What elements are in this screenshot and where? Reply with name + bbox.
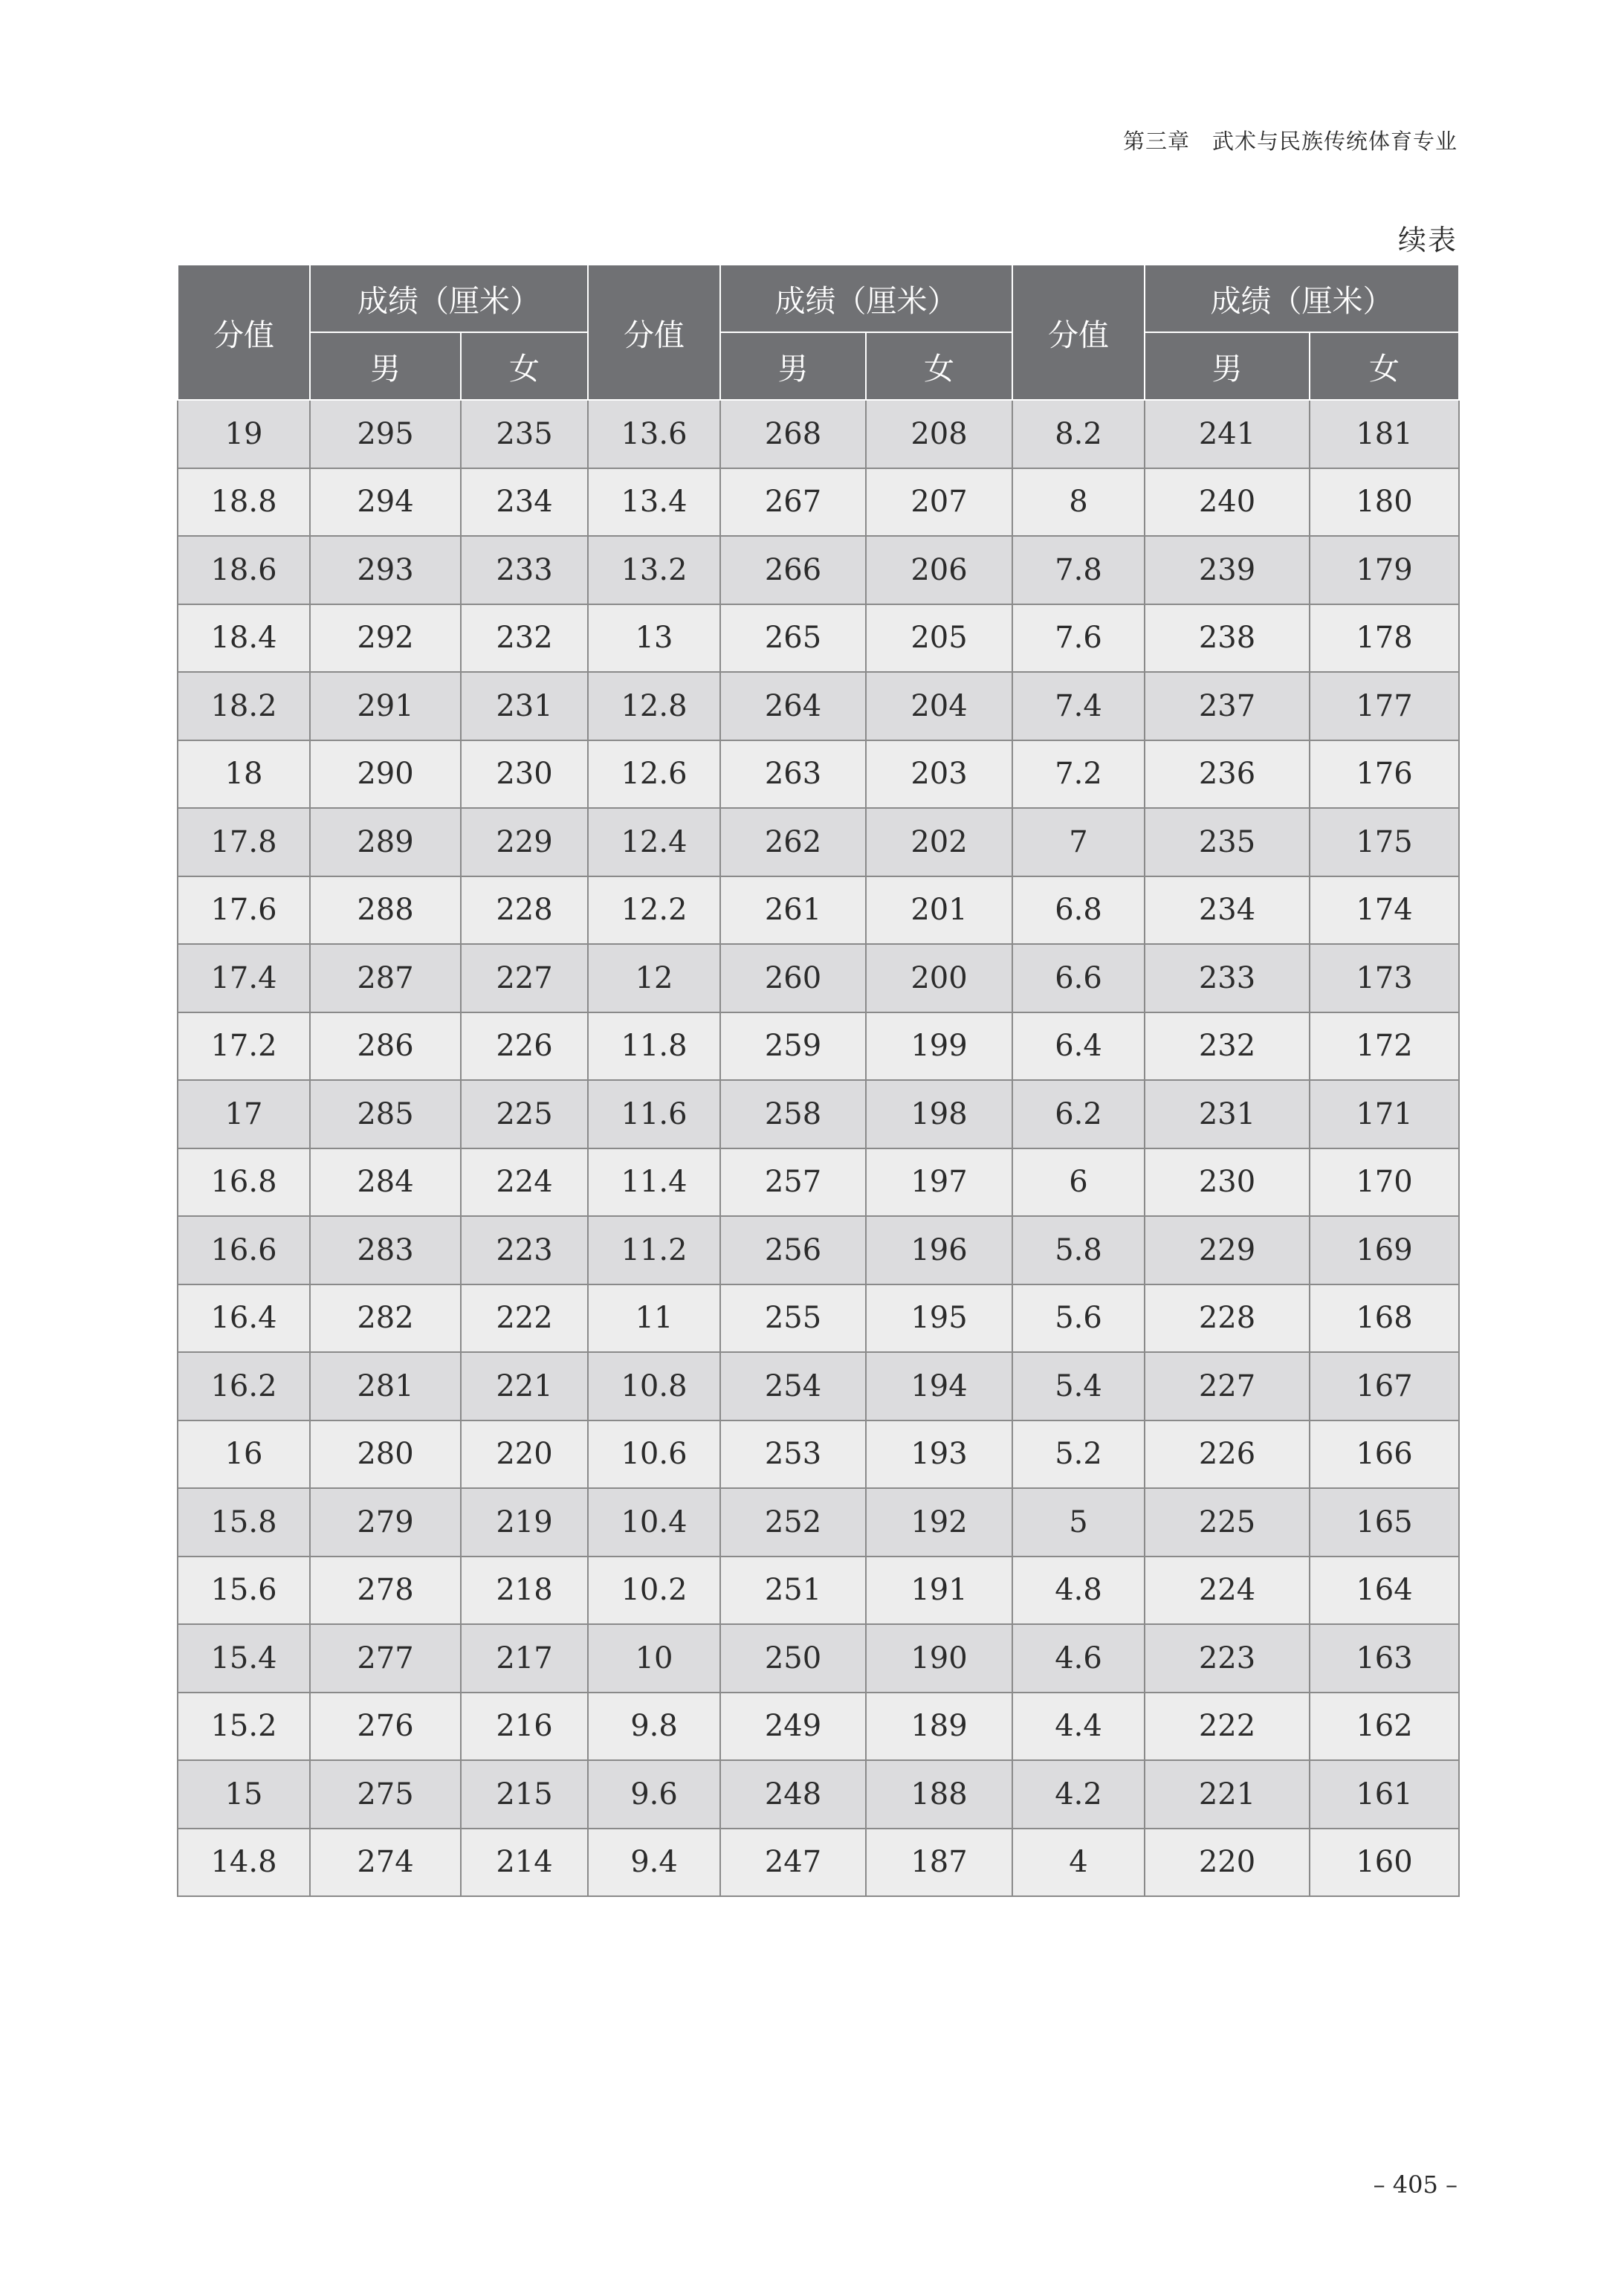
score-cell: 5.2 <box>1012 1420 1145 1489</box>
male-cell: 267 <box>720 468 866 537</box>
male-cell: 233 <box>1145 944 1310 1012</box>
male-cell: 275 <box>310 1760 461 1829</box>
male-cell: 240 <box>1145 468 1310 537</box>
score-cell: 17 <box>178 1080 310 1148</box>
result-column-header: 成绩（厘米） <box>1145 265 1459 332</box>
score-cell: 18.2 <box>178 672 310 740</box>
score-cell: 15.4 <box>178 1624 310 1693</box>
female-column-header: 女 <box>866 332 1012 400</box>
male-cell: 239 <box>1145 536 1310 604</box>
male-cell: 266 <box>720 536 866 604</box>
score-cell: 12.4 <box>588 808 720 876</box>
score-cell: 15 <box>178 1760 310 1829</box>
table-row <box>178 740 1459 809</box>
score-column-header: 分值 <box>178 265 310 400</box>
male-cell: 256 <box>720 1216 866 1284</box>
score-cell: 11.2 <box>588 1216 720 1284</box>
female-cell: 178 <box>1310 604 1459 673</box>
male-cell: 281 <box>310 1352 461 1420</box>
score-cell: 7 <box>1012 808 1145 876</box>
female-cell: 165 <box>1310 1488 1459 1557</box>
female-cell: 219 <box>461 1488 588 1557</box>
table-row <box>178 1693 1459 1761</box>
score-cell: 15.6 <box>178 1557 310 1625</box>
score-cell: 12.8 <box>588 672 720 740</box>
female-cell: 173 <box>1310 944 1459 1012</box>
table-row <box>178 1284 1459 1353</box>
score-cell: 6 <box>1012 1148 1145 1217</box>
female-cell: 223 <box>461 1216 588 1284</box>
female-cell: 229 <box>461 808 588 876</box>
table-row <box>178 876 1459 945</box>
score-cell: 18.8 <box>178 468 310 537</box>
score-cell: 9.4 <box>588 1829 720 1897</box>
score-cell: 13.6 <box>588 400 720 468</box>
male-cell: 262 <box>720 808 866 876</box>
score-column-header: 分值 <box>588 265 720 400</box>
score-cell: 11.8 <box>588 1012 720 1081</box>
female-cell: 197 <box>866 1148 1012 1217</box>
score-cell: 7.8 <box>1012 536 1145 604</box>
male-cell: 254 <box>720 1352 866 1420</box>
table-body <box>178 400 1459 1896</box>
male-cell: 280 <box>310 1420 461 1489</box>
female-cell: 222 <box>461 1284 588 1353</box>
male-cell: 234 <box>1145 876 1310 945</box>
male-cell: 252 <box>720 1488 866 1557</box>
male-cell: 268 <box>720 400 866 468</box>
score-cell: 4.6 <box>1012 1624 1145 1693</box>
score-cell: 6.6 <box>1012 944 1145 1012</box>
female-cell: 196 <box>866 1216 1012 1284</box>
male-cell: 263 <box>720 740 866 809</box>
score-cell: 17.4 <box>178 944 310 1012</box>
male-cell: 290 <box>310 740 461 809</box>
score-cell: 18.4 <box>178 604 310 673</box>
male-cell: 235 <box>1145 808 1310 876</box>
male-cell: 295 <box>310 400 461 468</box>
score-cell: 18 <box>178 740 310 809</box>
male-cell: 238 <box>1145 604 1310 673</box>
female-cell: 187 <box>866 1829 1012 1897</box>
female-cell: 235 <box>461 400 588 468</box>
female-cell: 218 <box>461 1557 588 1625</box>
male-cell: 260 <box>720 944 866 1012</box>
female-cell: 206 <box>866 536 1012 604</box>
table-row <box>178 672 1459 740</box>
male-cell: 249 <box>720 1693 866 1761</box>
female-cell: 168 <box>1310 1284 1459 1353</box>
table-row <box>178 536 1459 604</box>
female-cell: 175 <box>1310 808 1459 876</box>
male-cell: 259 <box>720 1012 866 1081</box>
male-cell: 228 <box>1145 1284 1310 1353</box>
female-cell: 193 <box>866 1420 1012 1489</box>
female-column-header: 女 <box>461 332 588 400</box>
table-row <box>178 1829 1459 1897</box>
male-cell: 237 <box>1145 672 1310 740</box>
table-row <box>178 1148 1459 1217</box>
female-cell: 234 <box>461 468 588 537</box>
table-row <box>178 1420 1459 1489</box>
table-row <box>178 808 1459 876</box>
female-cell: 192 <box>866 1488 1012 1557</box>
male-column-header: 男 <box>310 332 461 400</box>
score-cell: 16.8 <box>178 1148 310 1217</box>
table-row <box>178 400 1459 468</box>
female-cell: 232 <box>461 604 588 673</box>
score-cell: 12.2 <box>588 876 720 945</box>
female-cell: 166 <box>1310 1420 1459 1489</box>
score-cell: 11.6 <box>588 1080 720 1148</box>
male-cell: 294 <box>310 468 461 537</box>
score-cell: 5.8 <box>1012 1216 1145 1284</box>
score-cell: 12.6 <box>588 740 720 809</box>
score-cell: 18.6 <box>178 536 310 604</box>
male-cell: 255 <box>720 1284 866 1353</box>
female-cell: 217 <box>461 1624 588 1693</box>
score-cell: 6.8 <box>1012 876 1145 945</box>
female-cell: 228 <box>461 876 588 945</box>
male-cell: 284 <box>310 1148 461 1217</box>
score-cell: 7.2 <box>1012 740 1145 809</box>
score-cell: 7.6 <box>1012 604 1145 673</box>
female-cell: 198 <box>866 1080 1012 1148</box>
score-cell: 5.6 <box>1012 1284 1145 1353</box>
female-cell: 226 <box>461 1012 588 1081</box>
table-row <box>178 604 1459 673</box>
male-cell: 221 <box>1145 1760 1310 1829</box>
female-cell: 215 <box>461 1760 588 1829</box>
male-cell: 253 <box>720 1420 866 1489</box>
score-cell: 10.2 <box>588 1557 720 1625</box>
male-cell: 264 <box>720 672 866 740</box>
female-cell: 188 <box>866 1760 1012 1829</box>
score-cell: 10.4 <box>588 1488 720 1557</box>
male-cell: 231 <box>1145 1080 1310 1148</box>
score-cell: 6.4 <box>1012 1012 1145 1081</box>
score-cell: 9.6 <box>588 1760 720 1829</box>
score-cell: 7.4 <box>1012 672 1145 740</box>
female-cell: 177 <box>1310 672 1459 740</box>
male-cell: 285 <box>310 1080 461 1148</box>
score-cell: 10 <box>588 1624 720 1693</box>
female-cell: 176 <box>1310 740 1459 809</box>
male-cell: 222 <box>1145 1693 1310 1761</box>
table-row <box>178 1557 1459 1625</box>
female-cell: 162 <box>1310 1693 1459 1761</box>
score-cell: 19 <box>178 400 310 468</box>
table-row <box>178 1080 1459 1148</box>
score-cell: 8 <box>1012 468 1145 537</box>
female-cell: 163 <box>1310 1624 1459 1693</box>
female-cell: 174 <box>1310 876 1459 945</box>
female-cell: 225 <box>461 1080 588 1148</box>
female-cell: 204 <box>866 672 1012 740</box>
score-cell: 11 <box>588 1284 720 1353</box>
score-cell: 6.2 <box>1012 1080 1145 1148</box>
female-cell: 205 <box>866 604 1012 673</box>
score-cell: 15.2 <box>178 1693 310 1761</box>
female-column-header: 女 <box>1310 332 1459 400</box>
score-cell: 16.6 <box>178 1216 310 1284</box>
female-cell: 170 <box>1310 1148 1459 1217</box>
score-cell: 17.8 <box>178 808 310 876</box>
female-cell: 180 <box>1310 468 1459 537</box>
female-cell: 167 <box>1310 1352 1459 1420</box>
table-row <box>178 1216 1459 1284</box>
male-cell: 279 <box>310 1488 461 1557</box>
score-cell: 16.2 <box>178 1352 310 1420</box>
female-cell: 231 <box>461 672 588 740</box>
female-cell: 179 <box>1310 536 1459 604</box>
continued-table-label: 续表 <box>1397 224 1458 256</box>
score-cell: 12 <box>588 944 720 1012</box>
female-cell: 160 <box>1310 1829 1459 1897</box>
male-cell: 220 <box>1145 1829 1310 1897</box>
score-cell: 5 <box>1012 1488 1145 1557</box>
male-cell: 289 <box>310 808 461 876</box>
table-row <box>178 468 1459 537</box>
score-cell: 9.8 <box>588 1693 720 1761</box>
female-cell: 189 <box>866 1693 1012 1761</box>
male-cell: 224 <box>1145 1557 1310 1625</box>
male-cell: 261 <box>720 876 866 945</box>
male-column-header: 男 <box>1145 332 1310 400</box>
female-cell: 169 <box>1310 1216 1459 1284</box>
female-cell: 227 <box>461 944 588 1012</box>
score-cell: 11.4 <box>588 1148 720 1217</box>
male-cell: 230 <box>1145 1148 1310 1217</box>
table-row <box>178 1624 1459 1693</box>
female-cell: 221 <box>461 1352 588 1420</box>
result-column-header: 成绩（厘米） <box>720 265 1012 332</box>
table-row <box>178 1488 1459 1557</box>
running-header: 第三章 武术与民族传统体育专业 <box>1122 129 1458 154</box>
male-cell: 287 <box>310 944 461 1012</box>
female-cell: 199 <box>866 1012 1012 1081</box>
table-header <box>178 265 1459 400</box>
result-column-header: 成绩（厘米） <box>310 265 588 332</box>
score-cell: 16.4 <box>178 1284 310 1353</box>
table-row <box>178 1012 1459 1081</box>
male-cell: 282 <box>310 1284 461 1353</box>
page-number: – 405 – <box>1373 2171 1458 2199</box>
score-cell: 4.4 <box>1012 1693 1145 1761</box>
male-cell: 283 <box>310 1216 461 1284</box>
female-cell: 181 <box>1310 400 1459 468</box>
male-column-header: 男 <box>720 332 866 400</box>
female-cell: 203 <box>866 740 1012 809</box>
female-cell: 202 <box>866 808 1012 876</box>
male-cell: 288 <box>310 876 461 945</box>
female-cell: 190 <box>866 1624 1012 1693</box>
score-cell: 14.8 <box>178 1829 310 1897</box>
score-table <box>177 264 1460 1897</box>
male-cell: 257 <box>720 1148 866 1217</box>
table-row <box>178 944 1459 1012</box>
score-cell: 15.8 <box>178 1488 310 1557</box>
female-cell: 207 <box>866 468 1012 537</box>
female-cell: 164 <box>1310 1557 1459 1625</box>
male-cell: 236 <box>1145 740 1310 809</box>
female-cell: 233 <box>461 536 588 604</box>
score-cell: 17.6 <box>178 876 310 945</box>
score-cell: 4.8 <box>1012 1557 1145 1625</box>
male-cell: 292 <box>310 604 461 673</box>
male-cell: 223 <box>1145 1624 1310 1693</box>
score-cell: 4.2 <box>1012 1760 1145 1829</box>
score-cell: 16 <box>178 1420 310 1489</box>
female-cell: 191 <box>866 1557 1012 1625</box>
female-cell: 161 <box>1310 1760 1459 1829</box>
female-cell: 172 <box>1310 1012 1459 1081</box>
male-cell: 248 <box>720 1760 866 1829</box>
male-cell: 265 <box>720 604 866 673</box>
male-cell: 250 <box>720 1624 866 1693</box>
male-cell: 241 <box>1145 400 1310 468</box>
score-cell: 8.2 <box>1012 400 1145 468</box>
male-cell: 274 <box>310 1829 461 1897</box>
male-cell: 225 <box>1145 1488 1310 1557</box>
female-cell: 208 <box>866 400 1012 468</box>
male-cell: 286 <box>310 1012 461 1081</box>
score-cell: 10.8 <box>588 1352 720 1420</box>
female-cell: 201 <box>866 876 1012 945</box>
male-cell: 247 <box>720 1829 866 1897</box>
female-cell: 214 <box>461 1829 588 1897</box>
female-cell: 220 <box>461 1420 588 1489</box>
female-cell: 200 <box>866 944 1012 1012</box>
score-cell: 5.4 <box>1012 1352 1145 1420</box>
score-cell: 10.6 <box>588 1420 720 1489</box>
male-cell: 291 <box>310 672 461 740</box>
table-row <box>178 1760 1459 1829</box>
female-cell: 195 <box>866 1284 1012 1353</box>
male-cell: 293 <box>310 536 461 604</box>
male-cell: 258 <box>720 1080 866 1148</box>
female-cell: 224 <box>461 1148 588 1217</box>
male-cell: 251 <box>720 1557 866 1625</box>
score-cell: 13.4 <box>588 468 720 537</box>
male-cell: 278 <box>310 1557 461 1625</box>
female-cell: 230 <box>461 740 588 809</box>
female-cell: 216 <box>461 1693 588 1761</box>
score-column-header: 分值 <box>1012 265 1145 400</box>
female-cell: 171 <box>1310 1080 1459 1148</box>
female-cell: 194 <box>866 1352 1012 1420</box>
male-cell: 232 <box>1145 1012 1310 1081</box>
male-cell: 226 <box>1145 1420 1310 1489</box>
table-row <box>178 1352 1459 1420</box>
male-cell: 276 <box>310 1693 461 1761</box>
score-cell: 17.2 <box>178 1012 310 1081</box>
score-cell: 13 <box>588 604 720 673</box>
score-cell: 13.2 <box>588 536 720 604</box>
male-cell: 277 <box>310 1624 461 1693</box>
male-cell: 227 <box>1145 1352 1310 1420</box>
score-cell: 4 <box>1012 1829 1145 1897</box>
male-cell: 229 <box>1145 1216 1310 1284</box>
